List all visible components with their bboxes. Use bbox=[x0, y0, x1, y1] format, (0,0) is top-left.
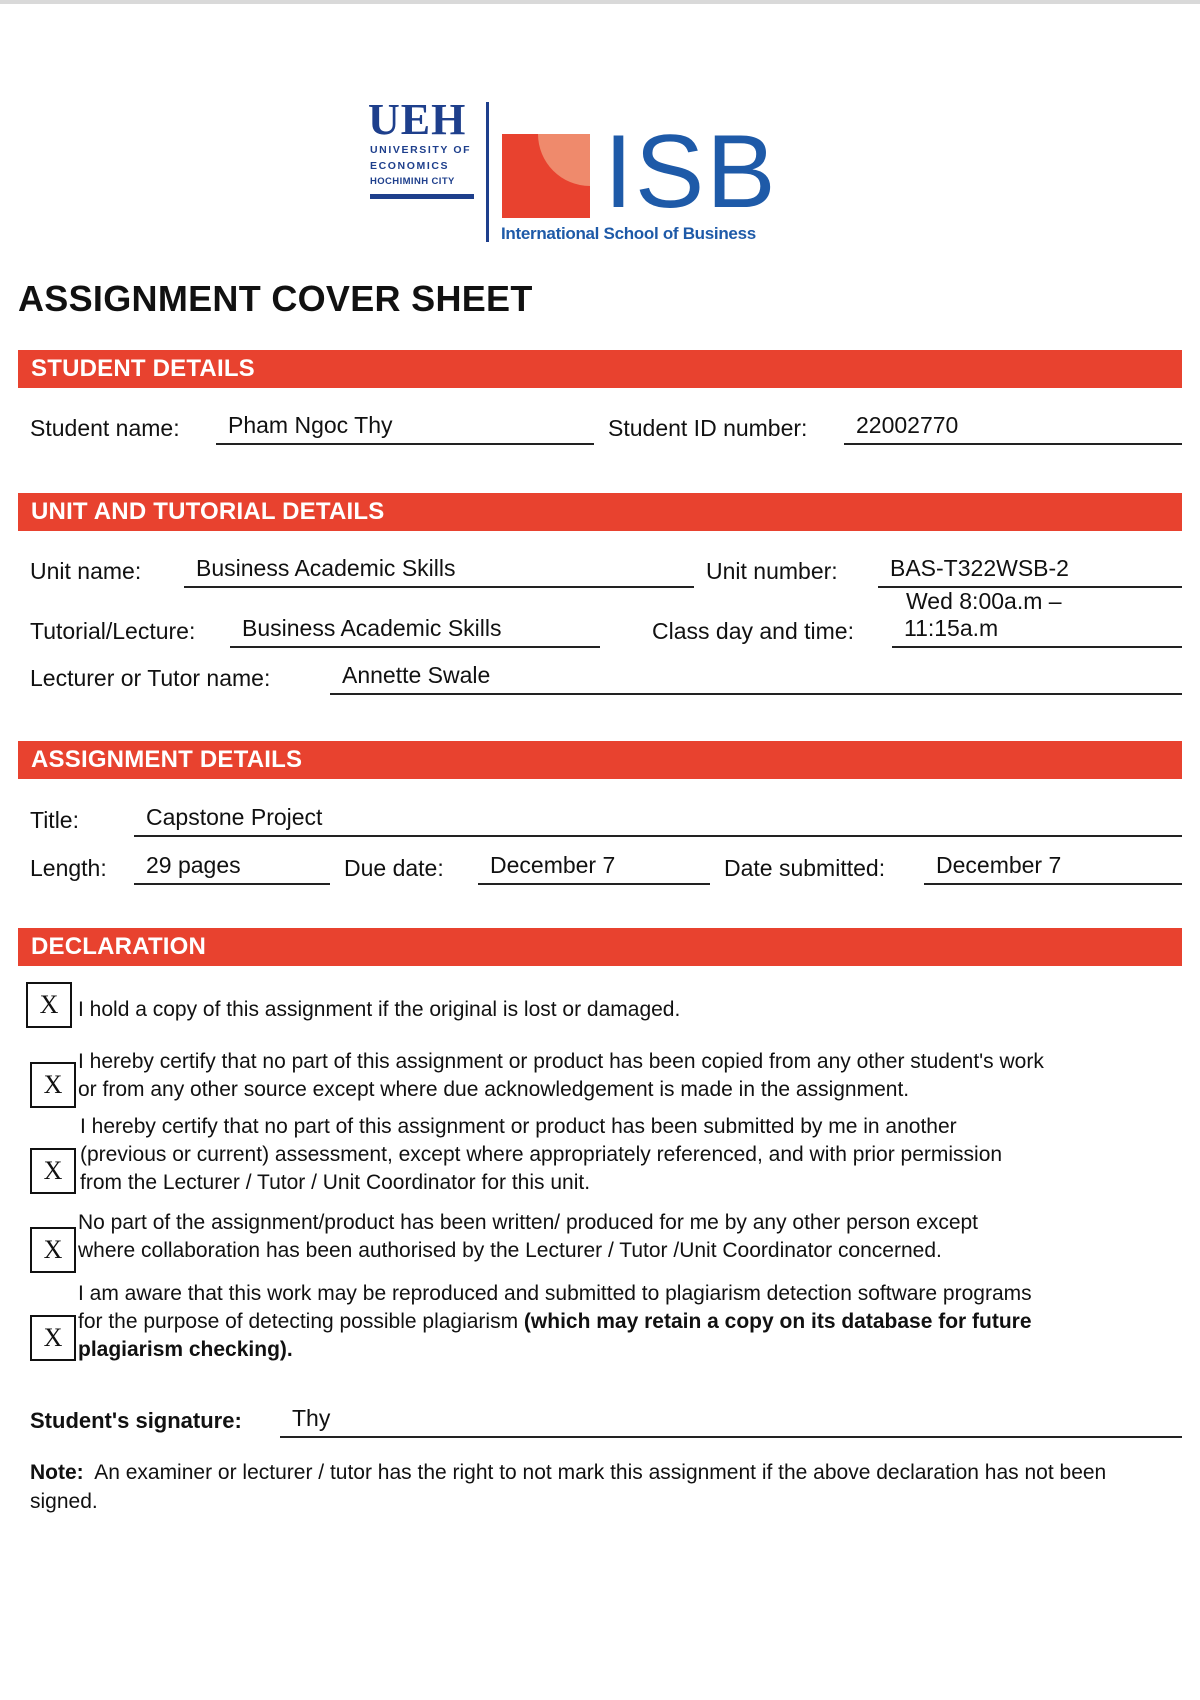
page-top-border bbox=[0, 0, 1200, 4]
ueh-subtitle-line: ECONOMICS bbox=[370, 160, 450, 172]
declaration-checkbox-5[interactable]: X bbox=[30, 1315, 76, 1361]
declaration-line: I hold a copy of this assignment if the original is lost or damaged. bbox=[78, 998, 681, 1021]
declaration-checkbox-4[interactable]: X bbox=[30, 1227, 76, 1273]
declaration-line: from the Lecturer / Tutor / Unit Coordinator for this unit. bbox=[80, 1171, 591, 1194]
ueh-underline bbox=[370, 194, 474, 199]
declaration-line-plain: for the purpose of detecting possible plagiarism bbox=[78, 1310, 524, 1333]
ueh-wordmark: UEH bbox=[368, 95, 467, 144]
date-submitted-label: Date submitted: bbox=[724, 855, 886, 881]
student-id-label: Student ID number: bbox=[608, 415, 808, 441]
unit-number-field[interactable]: BAS-T322WSB-2 bbox=[878, 554, 1182, 588]
length-label: Length: bbox=[30, 855, 107, 881]
student-name-label: Student name: bbox=[30, 415, 180, 441]
declaration-text-3 bbox=[80, 1113, 1002, 1197]
isb-tagline: International School of Business bbox=[501, 224, 756, 243]
length-field[interactable]: 29 pages bbox=[134, 851, 330, 885]
section-header-declaration: DECLARATION bbox=[18, 928, 1182, 966]
section-header-student-details: STUDENT DETAILS bbox=[18, 350, 1182, 388]
lecturer-field[interactable]: Annette Swale bbox=[330, 661, 1182, 695]
declaration-line: (previous or current) assessment, except where appropriately referenced, and with prior permission bbox=[80, 1143, 1003, 1166]
ueh-subtitle-line: HOCHIMINH CITY bbox=[370, 176, 455, 187]
tutorial-field[interactable]: Business Academic Skills bbox=[230, 614, 600, 648]
class-time-line-1: Wed 8:00a.m – bbox=[906, 588, 1062, 614]
lecturer-label: Lecturer or Tutor name: bbox=[30, 665, 271, 691]
signature-field[interactable]: Thy bbox=[280, 1404, 1182, 1438]
signature-label: Student's signature: bbox=[30, 1408, 242, 1433]
declaration-line: where collaboration has been authorised by the Lecturer / Tutor /Unit Coordinator concerned. bbox=[78, 1239, 942, 1262]
declaration-checkbox-1[interactable]: X bbox=[26, 982, 72, 1028]
declaration-line: No part of the assignment/product has been written/ produced for me by any other person except bbox=[78, 1211, 979, 1234]
declaration-checkbox-3[interactable]: X bbox=[30, 1148, 76, 1194]
section-header-unit-details: UNIT AND TUTORIAL DETAILS bbox=[18, 493, 1182, 531]
declaration-text-5 bbox=[78, 1280, 1032, 1364]
tutorial-label: Tutorial/Lecture: bbox=[30, 618, 196, 644]
date-submitted-field[interactable]: December 7 bbox=[924, 851, 1182, 885]
class-time-label: Class day and time: bbox=[652, 618, 854, 644]
unit-name-label: Unit name: bbox=[30, 558, 142, 584]
class-time-field[interactable]: 11:15a.m bbox=[892, 614, 1182, 648]
unit-number-label: Unit number: bbox=[706, 558, 838, 584]
university-logo bbox=[368, 95, 788, 248]
declaration-line-bold: (which may retain a copy on its database for future bbox=[523, 1310, 1032, 1333]
assignment-title-field[interactable]: Capstone Project bbox=[134, 803, 1182, 837]
declaration-text-2 bbox=[78, 1048, 1044, 1104]
ueh-subtitle-line: UNIVERSITY OF bbox=[370, 144, 472, 156]
declaration-text-4 bbox=[78, 1209, 978, 1265]
due-date-label: Due date: bbox=[344, 855, 444, 881]
declaration-text-1 bbox=[78, 996, 680, 1024]
declaration-line bbox=[78, 1336, 1032, 1364]
declaration-checkbox-2[interactable]: X bbox=[30, 1062, 76, 1108]
student-name-field[interactable]: Pham Ngoc Thy bbox=[216, 411, 594, 445]
declaration-line: I hereby certify that no part of this assignment or product has been submitted by me in another bbox=[80, 1115, 957, 1138]
unit-name-field[interactable]: Business Academic Skills bbox=[184, 554, 694, 588]
title-label: Title: bbox=[30, 807, 79, 833]
note-label: Note: bbox=[30, 1461, 84, 1484]
section-header-assignment-details: ASSIGNMENT DETAILS bbox=[18, 741, 1182, 779]
declaration-line: or from any other source except where due acknowledgement is made in the assignment. bbox=[78, 1078, 910, 1101]
declaration-line-bold: plagiarism checking). bbox=[78, 1338, 293, 1361]
declaration-line: I am aware that this work may be reproduced and submitted to plagiarism detection software programs bbox=[78, 1282, 1032, 1305]
student-id-field[interactable]: 22002770 bbox=[844, 411, 1182, 445]
logo-divider bbox=[486, 102, 489, 242]
note-text: An examiner or lecturer / tutor has the right to not mark this assignment if the above declaration has not been signed. bbox=[30, 1461, 1107, 1513]
declaration-line: I hereby certify that no part of this assignment or product has been copied from any other student's work bbox=[78, 1050, 1044, 1073]
declaration-line bbox=[78, 1308, 1032, 1336]
declaration-note bbox=[30, 1458, 1170, 1516]
due-date-field[interactable]: December 7 bbox=[478, 851, 710, 885]
isb-wordmark: ISB bbox=[604, 114, 778, 230]
isb-square-icon bbox=[502, 134, 590, 218]
page-title: ASSIGNMENT COVER SHEET bbox=[18, 278, 533, 319]
